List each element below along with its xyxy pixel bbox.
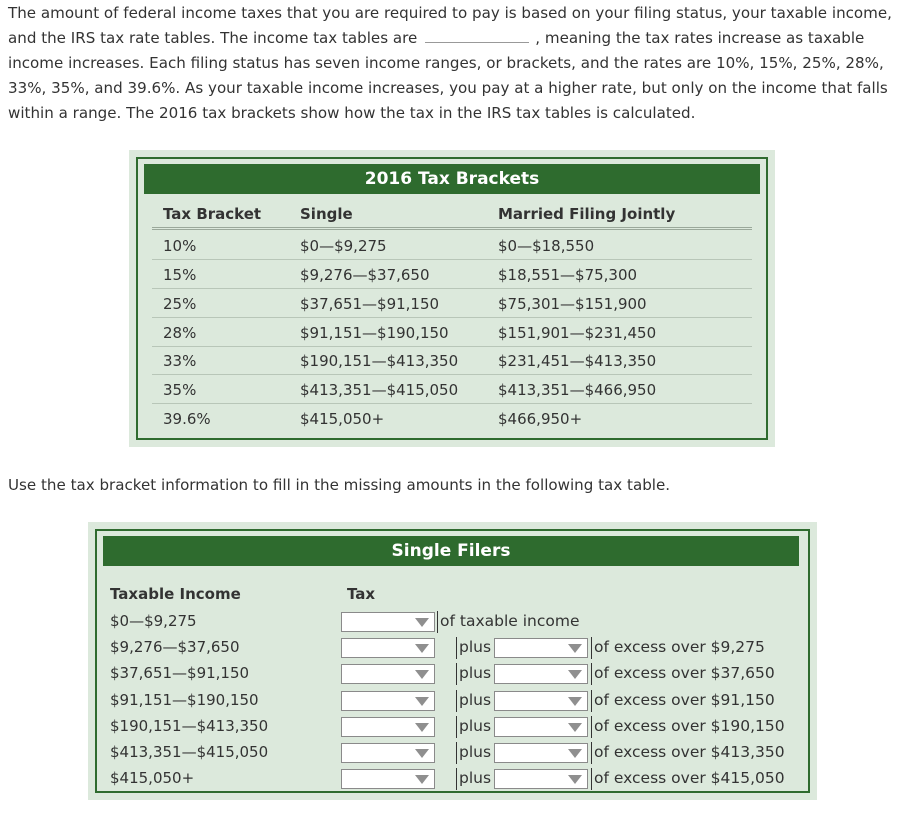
of-taxable-income-label: of taxable income [440, 612, 580, 630]
bracket-rate: 33% [163, 352, 197, 370]
bracket-married: $413,351—$466,950 [498, 381, 657, 399]
bracket-rate: 25% [163, 295, 197, 313]
marginal-rate-dropdown[interactable] [494, 691, 588, 711]
chevron-down-icon [568, 723, 582, 732]
bracket-married: $0—$18,550 [498, 237, 595, 255]
bracket-married: $231,451—$413,350 [498, 352, 657, 370]
plus-label: plus [459, 691, 492, 709]
marginal-rate-dropdown[interactable] [494, 638, 588, 658]
plus-label: plus [459, 664, 492, 682]
chevron-down-icon [568, 697, 582, 706]
tax-brackets-table [129, 150, 775, 447]
chevron-down-icon [568, 749, 582, 758]
separator [591, 742, 592, 764]
income-range: $415,050+ [110, 769, 195, 787]
bracket-married: $75,301—$151,900 [498, 295, 647, 313]
plus-label: plus [459, 638, 492, 656]
answer-blank [425, 30, 529, 43]
bracket-single: $9,276—$37,650 [300, 266, 430, 284]
separator [591, 637, 592, 659]
marginal-rate-dropdown[interactable] [494, 743, 588, 763]
chevron-down-icon [415, 749, 429, 758]
instruction-text: Use the tax bracket information to fill in the missing amounts in the following tax table. [8, 476, 671, 494]
plus-label: plus [459, 743, 492, 761]
base-tax-dropdown[interactable] [341, 691, 435, 711]
header-taxable-income: Taxable Income [110, 585, 241, 603]
bracket-married: $18,551—$75,300 [498, 266, 638, 284]
plus-label: plus [459, 717, 492, 735]
bracket-single: $190,151—$413,350 [300, 352, 459, 370]
separator [456, 637, 457, 659]
chevron-down-icon [415, 775, 429, 784]
chevron-down-icon [568, 775, 582, 784]
bracket-single: $0—$9,275 [300, 237, 387, 255]
separator [456, 742, 457, 764]
plus-label: plus [459, 769, 492, 787]
row-divider [152, 403, 752, 404]
bracket-rate: 28% [163, 324, 197, 342]
separator [437, 611, 438, 633]
chevron-down-icon [415, 697, 429, 706]
excess-label: of excess over $190,150 [594, 717, 785, 735]
intro-text-before: The amount of federal income taxes that you are required to pay is based on your filing status, your taxable income, and the IRS tax rate tables. The income tax tables are [8, 4, 892, 47]
separator [591, 663, 592, 685]
excess-label: of excess over $415,050 [594, 769, 785, 787]
header-tax: Tax [347, 585, 376, 603]
base-tax-dropdown[interactable] [341, 664, 435, 684]
tax-rate-dropdown[interactable] [341, 612, 435, 632]
separator [591, 690, 592, 712]
row-divider [152, 374, 752, 375]
bracket-rate: 35% [163, 381, 197, 399]
header-single: Single [300, 205, 353, 223]
income-range: $9,276—$37,650 [110, 638, 240, 656]
income-range: $91,151—$190,150 [110, 691, 259, 709]
marginal-rate-dropdown[interactable] [494, 664, 588, 684]
chevron-down-icon [415, 618, 429, 627]
separator [591, 716, 592, 738]
header-divider [152, 227, 752, 230]
chevron-down-icon [415, 644, 429, 653]
intro-text-after: , meaning the tax rates increase as taxable income increases. Each filing status has seven income ranges, or brackets, and the rates are 10%, 15%, 25%, 28%, 33%, 35%, and 39.6%. As your taxable income increases, you pay at a higher rate, but only on the income that falls within a range. The 2016 tax brackets show how the tax in the IRS tax tables is calculated. [8, 29, 888, 122]
marginal-rate-dropdown[interactable] [494, 769, 588, 789]
header-married: Married Filing Jointly [498, 205, 676, 223]
separator [456, 690, 457, 712]
chevron-down-icon [568, 644, 582, 653]
base-tax-dropdown[interactable] [341, 717, 435, 737]
marginal-rate-dropdown[interactable] [494, 717, 588, 737]
bracket-single: $91,151—$190,150 [300, 324, 449, 342]
bracket-rate: 10% [163, 237, 197, 255]
row-divider [152, 288, 752, 289]
row-divider [152, 346, 752, 347]
income-range: $413,351—$415,050 [110, 743, 269, 761]
bracket-rate: 39.6% [163, 410, 211, 428]
bracket-rate: 15% [163, 266, 197, 284]
base-tax-dropdown[interactable] [341, 769, 435, 789]
single-filers-frame [95, 529, 810, 793]
bracket-single: $413,351—$415,050 [300, 381, 459, 399]
chevron-down-icon [415, 723, 429, 732]
income-range: $0—$9,275 [110, 612, 197, 630]
separator [591, 768, 592, 790]
base-tax-dropdown[interactable] [341, 743, 435, 763]
row-divider [152, 259, 752, 260]
separator [456, 716, 457, 738]
single-filers-table [88, 522, 817, 800]
excess-label: of excess over $413,350 [594, 743, 785, 761]
chevron-down-icon [568, 670, 582, 679]
bracket-single: $415,050+ [300, 410, 385, 428]
row-divider [152, 317, 752, 318]
excess-label: of excess over $9,275 [594, 638, 765, 656]
base-tax-dropdown[interactable] [341, 638, 435, 658]
bracket-single: $37,651—$91,150 [300, 295, 440, 313]
income-range: $37,651—$91,150 [110, 664, 250, 682]
income-range: $190,151—$413,350 [110, 717, 269, 735]
header-tax-bracket: Tax Bracket [163, 205, 262, 223]
bracket-married: $151,901—$231,450 [498, 324, 657, 342]
single-filers-title: Single Filers [103, 536, 799, 566]
separator [456, 663, 457, 685]
separator [456, 768, 457, 790]
excess-label: of excess over $37,650 [594, 664, 775, 682]
tax-brackets-title: 2016 Tax Brackets [144, 164, 760, 194]
excess-label: of excess over $91,150 [594, 691, 775, 709]
tax-brackets-frame [136, 157, 768, 440]
chevron-down-icon [415, 670, 429, 679]
bracket-married: $466,950+ [498, 410, 583, 428]
intro-paragraph [8, 1, 904, 126]
